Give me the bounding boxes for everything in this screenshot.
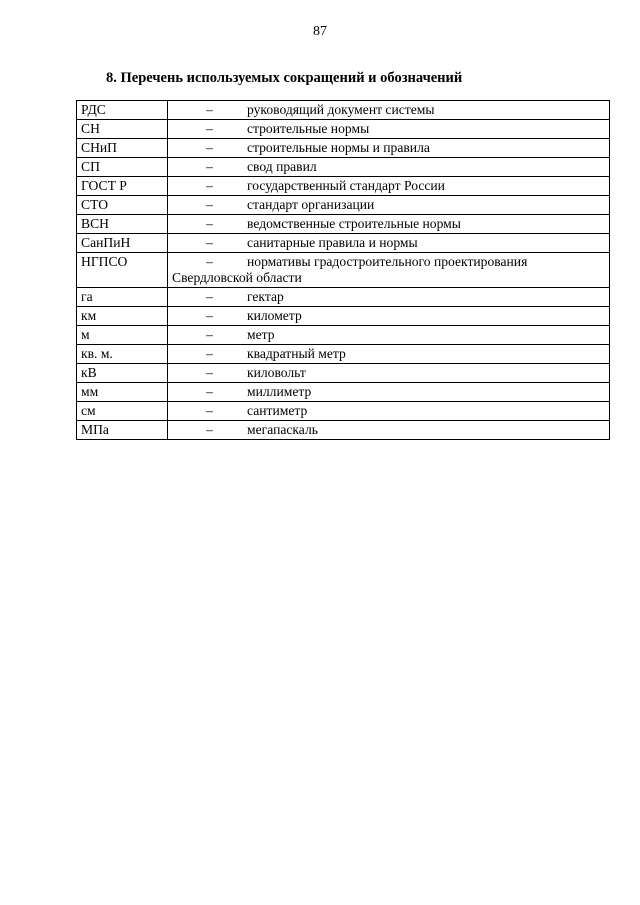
desc-cell	[168, 253, 610, 288]
table-row	[77, 253, 610, 288]
desc-cell	[168, 307, 610, 326]
desc-cell	[168, 177, 610, 196]
table-row	[77, 196, 610, 215]
abbr-cell: СанПиН	[77, 234, 168, 253]
desc-cell	[168, 288, 610, 307]
table-row	[77, 177, 610, 196]
dash: –	[206, 365, 213, 380]
dash: –	[206, 121, 213, 136]
desc-cell	[168, 139, 610, 158]
desc-text: квадратный метр	[247, 346, 346, 361]
abbreviations-table	[76, 100, 610, 440]
abbr-cell: кв. м.	[77, 345, 168, 364]
desc-text: миллиметр	[247, 384, 312, 399]
desc-text: ведомственные строительные нормы	[247, 216, 461, 231]
dash: –	[206, 216, 213, 231]
desc-text-continued: Свердловской области	[172, 270, 302, 285]
desc-text: метр	[247, 327, 275, 342]
table-row	[77, 234, 610, 253]
dash: –	[206, 140, 213, 155]
dash: –	[206, 422, 213, 437]
desc-text: санитарные правила и нормы	[247, 235, 418, 250]
desc-text: строительные нормы	[247, 121, 370, 136]
abbr-cell: СНиП	[77, 139, 168, 158]
desc-text: мегапаскаль	[247, 422, 318, 437]
desc-cell	[168, 101, 610, 120]
table-row	[77, 402, 610, 421]
abbr-cell: РДС	[77, 101, 168, 120]
desc-text: гектар	[247, 289, 284, 304]
dash: –	[206, 159, 213, 174]
abbr-cell: га	[77, 288, 168, 307]
table-row	[77, 364, 610, 383]
table-row	[77, 288, 610, 307]
dash: –	[206, 197, 213, 212]
table-row	[77, 421, 610, 440]
abbr-cell: ГОСТ Р	[77, 177, 168, 196]
dash: –	[206, 346, 213, 361]
desc-cell	[168, 326, 610, 345]
table-row	[77, 139, 610, 158]
abbr-cell: мм	[77, 383, 168, 402]
desc-text: стандарт организации	[247, 197, 375, 212]
desc-cell	[168, 364, 610, 383]
table-row	[77, 101, 610, 120]
desc-text: нормативы градостроительного проектирования	[247, 254, 528, 269]
dash: –	[206, 289, 213, 304]
desc-cell	[168, 234, 610, 253]
desc-cell	[168, 421, 610, 440]
desc-text: киловольт	[247, 365, 306, 380]
abbr-cell: СП	[77, 158, 168, 177]
dash: –	[206, 178, 213, 193]
abbr-cell: МПа	[77, 421, 168, 440]
desc-text: государственный стандарт России	[247, 178, 445, 193]
abbr-cell: см	[77, 402, 168, 421]
abbr-cell: СТО	[77, 196, 168, 215]
abbr-cell: кВ	[77, 364, 168, 383]
desc-text: сантиметр	[247, 403, 308, 418]
table-row	[77, 120, 610, 139]
abbr-cell: НГПСО	[77, 253, 168, 288]
abbr-cell: ВСН	[77, 215, 168, 234]
dash: –	[206, 308, 213, 323]
desc-text: свод правил	[247, 159, 317, 174]
dash: –	[206, 235, 213, 250]
abbr-cell: км	[77, 307, 168, 326]
table-row	[77, 326, 610, 345]
desc-text: километр	[247, 308, 302, 323]
table-row	[77, 215, 610, 234]
table-row	[77, 345, 610, 364]
dash: –	[206, 254, 213, 269]
desc-cell	[168, 383, 610, 402]
abbr-cell: СН	[77, 120, 168, 139]
page-number: 87	[313, 24, 327, 39]
desc-text: руководящий документ системы	[247, 102, 435, 117]
desc-cell	[168, 158, 610, 177]
dash: –	[206, 327, 213, 342]
desc-cell	[168, 345, 610, 364]
table-row	[77, 383, 610, 402]
desc-cell	[168, 120, 610, 139]
section-title: 8. Перечень используемых сокращений и обозначений	[106, 70, 463, 86]
abbr-cell: м	[77, 326, 168, 345]
desc-cell	[168, 215, 610, 234]
dash: –	[206, 384, 213, 399]
desc-cell	[168, 402, 610, 421]
desc-text: строительные нормы и правила	[247, 140, 430, 155]
dash: –	[206, 102, 213, 117]
dash: –	[206, 403, 213, 418]
table-row	[77, 307, 610, 326]
desc-cell	[168, 196, 610, 215]
table-row	[77, 158, 610, 177]
